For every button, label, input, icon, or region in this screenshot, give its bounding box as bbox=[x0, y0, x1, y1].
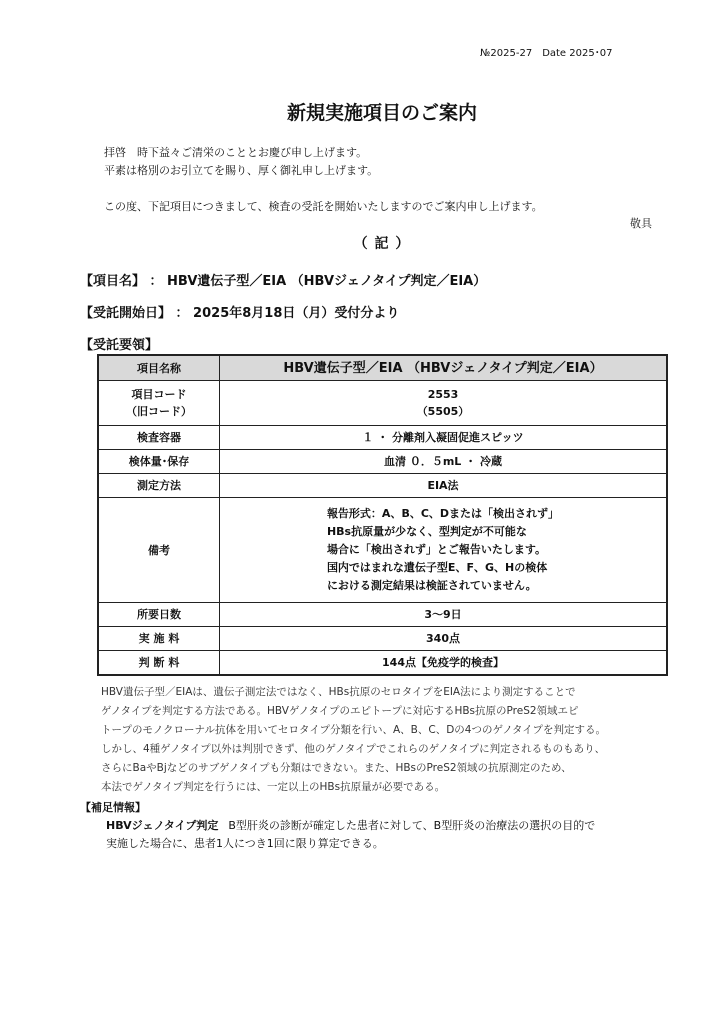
explanation-line-4: しかし、4種ゲノタイプ以外は判別できず、他のゲノタイプでこれらのゲノタイプに判定されるものもあり、 bbox=[101, 743, 606, 755]
greeting-line-2: 平素は格別のお引立てを賜り、厚く御礼申し上げます。 bbox=[104, 164, 379, 177]
code-value-line-2: （5505） bbox=[416, 405, 470, 418]
ki-heading: （ 記 ） bbox=[353, 236, 411, 252]
notes-line-3: 場合に「検出されず」とご報告いたします。 bbox=[326, 543, 547, 556]
document-date: Date 2025･07 bbox=[542, 48, 613, 59]
greeting-line-1: 拝啓 時下益々ご清栄のこととお慶び申し上げます。 bbox=[104, 146, 368, 159]
supplement-text-1: B型肝炎の診断が確定した患者に対して、B型肝炎の治療法の選択の目的で bbox=[228, 819, 596, 832]
notes-label: 備考 bbox=[98, 498, 220, 603]
requirements-heading: 【受託要領】 bbox=[80, 338, 159, 353]
notes-line-2: HBs抗原量が少なく、型判定が不可能な bbox=[326, 525, 527, 538]
judge-label: 判 断 料 bbox=[98, 651, 220, 676]
page-title: 新規実施項目のご案内 bbox=[286, 102, 477, 124]
days-label: 所要日数 bbox=[98, 603, 220, 627]
supplement-heading: 【補足情報】 bbox=[80, 801, 146, 814]
explanation-line-1: HBV遺伝子型／EIAは、遺伝子測定法ではなく、HBs抗原のセロタイプをEIA法により測定することで bbox=[101, 686, 576, 698]
code-value bbox=[220, 381, 668, 426]
document-number: №2025-27 bbox=[480, 48, 533, 59]
method-value: EIA法 bbox=[220, 474, 668, 498]
notes-line-1: 報告形式：A、B、C、Dまたは「検出されず」 bbox=[326, 507, 560, 520]
container-label: 検査容器 bbox=[98, 426, 220, 450]
code-label-line-2: （旧コード） bbox=[126, 405, 192, 418]
table-row bbox=[98, 381, 667, 426]
notes-value bbox=[220, 498, 668, 603]
supplement-line-2: 実施した場合に、患者1人につき1回に限り算定できる。 bbox=[106, 837, 384, 850]
fee-label: 実 施 料 bbox=[98, 627, 220, 651]
table-row bbox=[98, 651, 667, 676]
explanation-line-5: さらにBaやBjなどのサブゲノタイプも分類はできない。また、HBsのPreS2領域の抗原測定のため、 bbox=[101, 762, 572, 774]
days-value: 3～9日 bbox=[220, 603, 668, 627]
supplement-line-1 bbox=[106, 817, 595, 833]
code-label bbox=[98, 381, 220, 426]
table-row bbox=[98, 627, 667, 651]
table-row bbox=[98, 603, 667, 627]
judge-value: 144点【免疫学的検査】 bbox=[220, 651, 668, 676]
item-name: 【項目名】 ： HBV遺伝子型／EIA （HBVジェノタイプ判定／EIA） bbox=[80, 274, 487, 289]
code-value-line-1: 2553 bbox=[427, 388, 459, 401]
start-date: 【受託開始日】 ： 2025年8月18日（月）受付分より bbox=[80, 306, 400, 321]
explanation-line-2: ゲノタイプを判定する方法である。HBVゲノタイプのエピトープに対応するHBs抗原のPreS2領域エピ bbox=[101, 705, 579, 717]
explanation-line-3: トープのモノクローナル抗体を用いてセロタイプ分類を行い、A、B、C、Dの4つのゲノタイプを判定する。 bbox=[101, 724, 606, 736]
method-label: 測定方法 bbox=[98, 474, 220, 498]
notes-line-4: 国内ではまれな遺伝子型E、F、G、Hの検体 bbox=[326, 561, 548, 574]
container-value: １ ・ 分離剤入凝固促進スピッツ bbox=[220, 426, 668, 450]
greeting-line-3: この度、下記項目につきまして、検査の受託を開始いたしますのでご案内申し上げます。 bbox=[104, 200, 543, 213]
fee-value: 340点 bbox=[220, 627, 668, 651]
table-row bbox=[98, 498, 667, 603]
table-row bbox=[98, 426, 667, 450]
table-row bbox=[98, 474, 667, 498]
header-value: HBV遺伝子型／EIA （HBVジェノタイプ判定／EIA） bbox=[220, 355, 668, 381]
closing-word: 敬具 bbox=[630, 217, 652, 230]
table-row bbox=[98, 450, 667, 474]
specimen-value: 血清 ０．５mL ・ 冷蔵 bbox=[220, 450, 668, 474]
header-label: 項目名称 bbox=[98, 355, 220, 381]
document-number-line bbox=[480, 44, 622, 59]
notes-box bbox=[327, 505, 559, 595]
notes-line-5: における測定結果は検証されていません。 bbox=[326, 579, 537, 592]
code-label-line-1: 項目コード bbox=[131, 388, 187, 401]
explanation-line-6: 本法でゲノタイプ判定を行うには、一定以上のHBs抗原量が必要である。 bbox=[101, 781, 446, 793]
table-row bbox=[98, 355, 667, 381]
supplement-term: HBVジェノタイプ判定 bbox=[106, 819, 219, 832]
requirements-table bbox=[97, 354, 668, 676]
specimen-label: 検体量･保存 bbox=[98, 450, 220, 474]
